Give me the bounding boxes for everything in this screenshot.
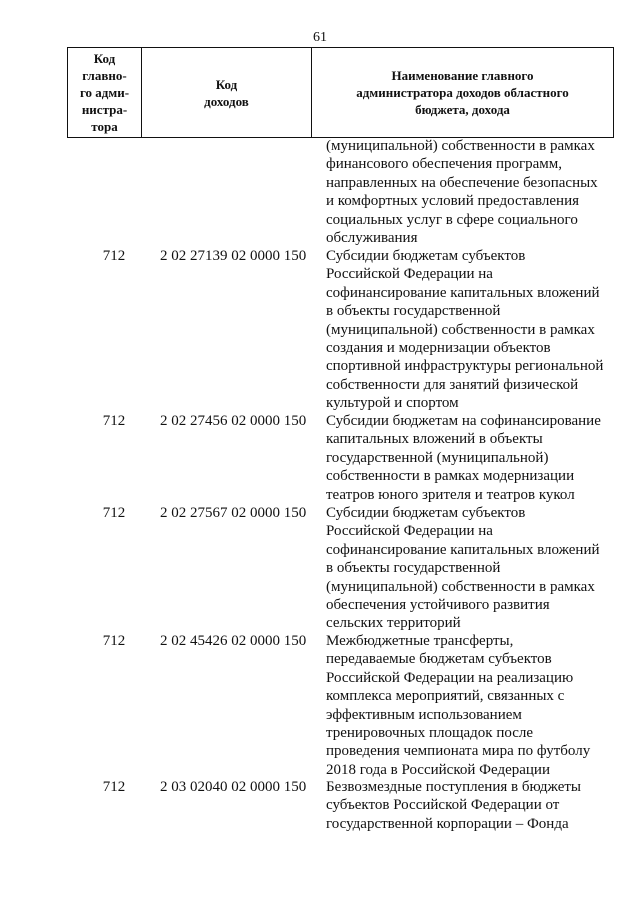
header-admin-code: Код главно- го адми- нистра- тора (68, 48, 142, 138)
income-name: Межбюджетные трансферты, передаваемые бюджетам субъектов Российской Федерации на реализацию комплекса мероприятий, связанных с эффективным использованием тренировочных площадок после проведения чемпионата мира по футболу 2018 года в Российской Федерации (326, 633, 591, 778)
admin-code: 712 (102, 633, 126, 649)
income-code: 2 02 27139 02 0000 150 (160, 248, 307, 264)
income-name: Безвозмездные поступления в бюджеты субъектов Российской Федерации от государственной корпорации – Фонда (326, 779, 581, 832)
header-income-code: Код доходов (142, 48, 312, 138)
admin-code: 712 (102, 505, 126, 521)
income-code: 2 02 45426 02 0000 150 (160, 633, 307, 649)
admin-code: 712 (102, 248, 126, 264)
page-number: 61 (313, 30, 327, 45)
income-code: 2 02 27567 02 0000 150 (160, 505, 307, 521)
admin-code: 712 (102, 413, 126, 429)
income-name: Субсидии бюджетам на софинансирование капитальных вложений в объекты государственной (муниципальной) собственности в рамках модернизации театров юного зрителя и театров кукол (326, 413, 601, 503)
admin-code: 712 (102, 779, 126, 795)
income-name: Субсидии бюджетам субъектов Российской Федерации на софинансирование капитальных вложений в объекты государственной (муниципальной) собственности в рамках создания и модернизации объектов спортивной инфраструктуры региональной собственности для занятий физической культурой и спортом (326, 248, 604, 412)
header-name: Наименование главного администратора доходов областного бюджета, дохода (312, 48, 614, 138)
income-code: 2 02 27456 02 0000 150 (160, 413, 307, 429)
income-code: 2 03 02040 02 0000 150 (160, 779, 307, 795)
continuation-text: (муниципальной) собственности в рамках финансового обеспечения программ, направленных на обеспечение безопасных и комфортных условий предоставления социальных услуг в сфере социального обслуживания (326, 138, 598, 247)
table-header (67, 47, 614, 138)
income-name: Субсидии бюджетам субъектов Российской Федерации на софинансирование капитальных вложений в объекты государственной (муниципальной) собственности в рамках обеспечения устойчивого развития сельских территорий (326, 505, 600, 632)
